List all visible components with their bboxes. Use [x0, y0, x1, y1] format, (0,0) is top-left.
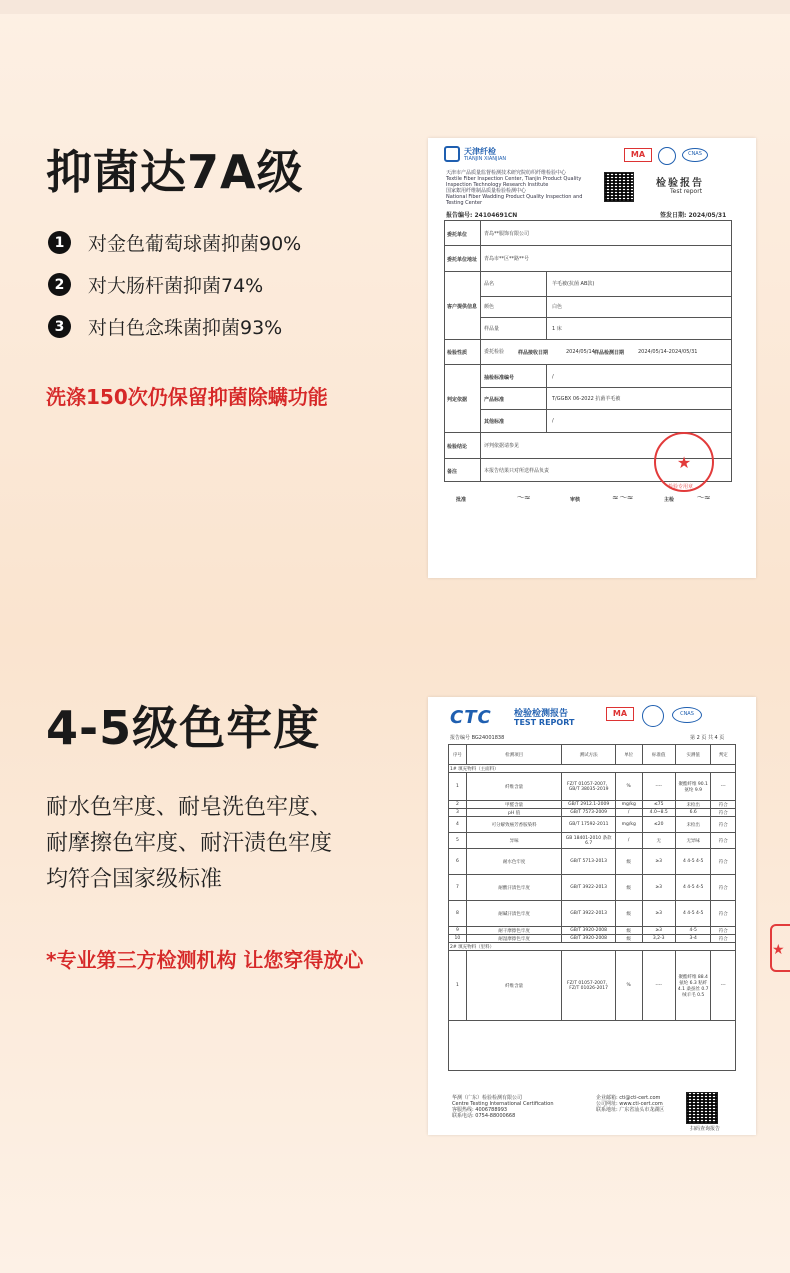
signature-2: ≈〜≈: [612, 493, 634, 502]
cell: 6: [449, 849, 467, 875]
cell: 异味: [466, 833, 562, 849]
section1-title: 抑菌达7A级: [46, 145, 304, 199]
cell: 级: [615, 935, 642, 943]
report-number: 报告编号 BG24001838: [450, 735, 505, 741]
desc-line-1: 耐水色牢度、耐皂洗色牢度、: [46, 795, 333, 820]
col-header: 测试方法: [562, 745, 615, 765]
std-value: /: [552, 418, 554, 424]
partial-stamp-icon: ★: [766, 918, 790, 978]
inspection-stamp-icon: ★: [654, 432, 714, 492]
signer-label: 审核: [570, 497, 581, 503]
table-row: [449, 901, 736, 927]
section1-highlight: 洗涤150次仍保留抑菌除螨功能: [46, 385, 328, 409]
row-label: 委托单位: [447, 232, 468, 238]
cell: 4-5: [675, 927, 711, 935]
info-value: 羊毛被(抗菌 AB款): [552, 281, 595, 287]
cnas-logo-icon: CNAS: [682, 148, 708, 162]
col-header: 序号: [449, 745, 467, 765]
table-row: [449, 927, 736, 935]
cell: 6.6: [675, 809, 711, 817]
desc-line-3: 均符合国家级标准: [46, 867, 223, 892]
cell: GB/T 17592-2011: [562, 817, 615, 833]
std-key: 抽检标准编号: [484, 375, 515, 381]
cell: 耐水色牢度: [466, 849, 562, 875]
footer-line: Centre Testing International Certification: [452, 1101, 554, 1107]
cell: 符合: [711, 833, 736, 849]
empty-row: [449, 1021, 736, 1071]
cell: 耐湿摩擦色牢度: [466, 935, 562, 943]
cell: 7: [449, 875, 467, 901]
cell: 符合: [711, 927, 736, 935]
cell: 1: [449, 773, 467, 801]
row-label: 判定依据: [447, 397, 468, 403]
bullet-1: [48, 229, 301, 256]
signature-1: 〜≈: [516, 493, 531, 502]
cell: 符合: [711, 849, 736, 875]
cell: 耐干摩擦色牢度: [466, 927, 562, 935]
header-line: Testing Center: [446, 200, 482, 206]
ilac-logo-icon: [658, 147, 676, 165]
org-name-en: TIANJIN XIANJIAN: [464, 156, 507, 162]
header-line: National Fiber Wadding Product Quality Inspection and: [446, 194, 583, 200]
section2-highlight: *专业第三方检测机构 让您穿得放心: [46, 948, 364, 972]
cell: 聚酯纤维 90.1 氨纶 9.9: [675, 773, 711, 801]
cell: 10: [449, 935, 467, 943]
cell: FZ/T 01057-2007、FZ/T 01026-2017: [562, 951, 615, 1021]
col-header: 判定: [711, 745, 736, 765]
top-band: [0, 0, 790, 14]
test-date-value: 2024/05/14-2024/05/31: [638, 349, 698, 355]
col-header: 标准值: [642, 745, 675, 765]
cell: 符合: [711, 817, 736, 833]
cma-logo-icon: MA: [624, 148, 652, 162]
row-value: 评判依据请参见: [484, 443, 520, 449]
ctc-logo: CTC: [450, 707, 492, 728]
table-header: [449, 745, 736, 765]
ilac-logo-icon: [642, 705, 664, 727]
report-title: 检验检测报告: [514, 709, 569, 719]
cell: ≤20: [642, 817, 675, 833]
cell: 耐酸汗渍色牢度: [466, 875, 562, 901]
cell: ---: [711, 773, 736, 801]
cell: 级: [615, 849, 642, 875]
cell: %: [615, 773, 642, 801]
info-key: 品名: [484, 281, 495, 287]
cell: /: [615, 833, 642, 849]
cell: GB/T 5713-2013: [562, 849, 615, 875]
cell: %: [615, 951, 642, 1021]
table-row: [449, 801, 736, 809]
cell: ≤75: [642, 801, 675, 809]
cell: 无: [642, 833, 675, 849]
section2-title: 4-5级色牢度: [46, 701, 321, 755]
cell: 甲醛含量: [466, 801, 562, 809]
cell: ≥3: [642, 927, 675, 935]
cell: 符合: [711, 801, 736, 809]
info-value: 白色: [552, 304, 563, 310]
cell: 符合: [711, 875, 736, 901]
cell: /: [615, 809, 642, 817]
cell: 级: [615, 875, 642, 901]
row-value: 青岛**服饰有限公司: [484, 231, 530, 237]
cell: 5: [449, 833, 467, 849]
table-row: [449, 875, 736, 901]
cell: 级: [615, 901, 642, 927]
cell: 1: [449, 951, 467, 1021]
cell: 无异味: [675, 833, 711, 849]
cell: 4 4-5 4-5: [675, 849, 711, 875]
colorfastness-report-image: [428, 697, 756, 1135]
issue-date: 签发日期: 2024/05/31: [660, 212, 727, 219]
bullet-3-text: 对白色念珠菌抑菌93%: [88, 317, 283, 339]
cell: 8: [449, 901, 467, 927]
cell: GB/T 2912.1-2009: [562, 801, 615, 809]
cell: 级: [615, 927, 642, 935]
bullet-2-text: 对大肠杆菌抑菌74%: [88, 275, 264, 297]
signer-label: 主检: [664, 497, 675, 503]
row-value: 委托检验: [484, 349, 505, 355]
cell: GB/T 3922-2013: [562, 875, 615, 901]
cell: 符合: [711, 935, 736, 943]
bullet-2: [48, 271, 263, 298]
cell: 未检出: [675, 801, 711, 809]
desc-line-2: 耐摩擦色牢度、耐汗渍色牢度: [46, 831, 333, 856]
cell: pH 值: [466, 809, 562, 817]
col-header: 单位: [615, 745, 642, 765]
cell: 聚酯纤维 88.4 氨纶 6.3 粘纤 4.1 桑蚕丝 0.7 绒羊毛 0.5: [675, 951, 711, 1021]
group-header: 2# 填充物料（里料）: [449, 943, 736, 951]
info-key: 颜色: [484, 304, 495, 310]
cell: 4 4-5 4-5: [675, 875, 711, 901]
table-row: [449, 773, 736, 801]
cell: GB 18401-2010 条款 6.7: [562, 833, 615, 849]
cell: 4: [449, 817, 467, 833]
table-row: [449, 817, 736, 833]
tianjin-logo-icon: [444, 146, 460, 162]
footer-line: 联系电话: 0754-88000668: [452, 1113, 516, 1119]
signature-3: 〜≈: [696, 493, 711, 502]
header-line: 天津市产品质量监督检测技术研究院纺织纤维检验中心: [446, 170, 567, 176]
cell: ≥3: [642, 875, 675, 901]
cell: ≥3: [642, 901, 675, 927]
footer-line: 客服热线: 4006788993: [452, 1107, 508, 1113]
row-value: 青岛市**区**路**号: [484, 256, 530, 262]
cnas-logo-icon: CNAS: [672, 707, 702, 723]
qr-caption: 扫码查询报告: [690, 1126, 721, 1132]
cell: 纤维含量: [466, 773, 562, 801]
group-header: 1# 填充物料（主面料）: [449, 765, 736, 773]
number-1-icon: 1: [48, 231, 71, 254]
cell: 可分解致癌芳香胺染料: [466, 817, 562, 833]
std-value: /: [552, 374, 554, 380]
table-row: [449, 833, 736, 849]
info-value: 1 床: [552, 326, 562, 332]
cell: 4 4-5 4-5: [675, 901, 711, 927]
page-number: 第 2 页 共 4 页: [690, 735, 725, 741]
cma-logo-icon: MA: [606, 707, 634, 721]
cell: ----: [642, 773, 675, 801]
antibacterial-report-image: [428, 138, 756, 578]
footer-line: 华测（广东）检验检测有限公司: [452, 1095, 523, 1101]
cell: ---: [711, 951, 736, 1021]
signer-label: 批准: [456, 497, 467, 503]
row-label: 委托单位地址: [447, 257, 478, 263]
table-row: [449, 809, 736, 817]
cell: 4.0~8.5: [642, 809, 675, 817]
cell: ----: [642, 951, 675, 1021]
sample-recv-label: 样品接收日期: [518, 350, 549, 356]
info-key: 样品量: [484, 326, 500, 332]
row-label: 检验结论: [447, 444, 468, 450]
cell: 3,2-3: [642, 935, 675, 943]
bullet-1-text: 对金色葡萄球菌抑菌90%: [88, 233, 302, 255]
qr-code-icon: [604, 172, 634, 202]
cell: 符合: [711, 901, 736, 927]
footer-line: 企业邮箱: cti@cti-cert.com: [596, 1095, 661, 1101]
footer-line: 联系地址: 广东省汕头市龙湖区: [596, 1107, 665, 1113]
cell: 3-4: [675, 935, 711, 943]
footer-line: 公司网址: www.cti-cert.com: [596, 1101, 663, 1107]
col-header: 实测值: [675, 745, 711, 765]
report-number: 报告编号: 24104691CN: [446, 212, 518, 219]
report-title-en: TEST REPORT: [514, 718, 575, 727]
footer-left: [452, 1095, 592, 1119]
bullet-3: [48, 313, 282, 340]
number-2-icon: 2: [48, 273, 71, 296]
sample-recv-value: 2024/05/14: [566, 349, 595, 355]
test-results-table: [448, 744, 736, 1071]
number-3-icon: 3: [48, 315, 71, 338]
std-key: 其他标准: [484, 419, 505, 425]
cell: mg/kg: [615, 817, 642, 833]
cell: GB/T 7573-2009: [562, 809, 615, 817]
cell: mg/kg: [615, 801, 642, 809]
cell: 9: [449, 927, 467, 935]
std-key: 产品标准: [484, 397, 505, 403]
cell: ≥3: [642, 849, 675, 875]
cell: GB/T 3920-2008: [562, 935, 615, 943]
cell: 纤维含量: [466, 951, 562, 1021]
table-row: [449, 935, 736, 943]
cell: 2: [449, 801, 467, 809]
row-label: 备注: [447, 469, 458, 475]
table-row: [449, 849, 736, 875]
stamp-text: 检验专用章: [668, 484, 694, 490]
report-title: 检验报告: [656, 178, 704, 189]
qr-code-icon: [686, 1092, 718, 1124]
row-label: 客户提供信息: [447, 304, 478, 310]
row-label: 检验性质: [447, 350, 468, 356]
header-line: Inspection Technology Research Institute: [446, 182, 549, 188]
report-subtitle: Test report: [670, 188, 703, 195]
cell: 未检出: [675, 817, 711, 833]
col-header: 检测项目: [466, 745, 562, 765]
cell: 符合: [711, 809, 736, 817]
header-line: Textile Fiber Inspection Center, Tianjin Product Quality: [446, 176, 582, 182]
header-line: 国家絮用纤维制品质量检验检测中心: [446, 188, 527, 194]
cell: 3: [449, 809, 467, 817]
cell: FZ/T 01057-2007、GB/T 38035-2019: [562, 773, 615, 801]
cell: GB/T 3920-2008: [562, 927, 615, 935]
org-name: 天津纤检: [464, 147, 496, 156]
row-value: 本报告结果只对所送样品负责: [484, 468, 550, 474]
test-date-label: 样品检测日期: [594, 350, 625, 356]
cell: 耐碱汗渍色牢度: [466, 901, 562, 927]
cell: GB/T 3922-2013: [562, 901, 615, 927]
table-row: [449, 951, 736, 1021]
cert1-header: [446, 170, 616, 206]
footer-right: [596, 1095, 692, 1113]
std-value: T/GGBX 06-2022 抗菌羊毛被: [552, 396, 621, 402]
